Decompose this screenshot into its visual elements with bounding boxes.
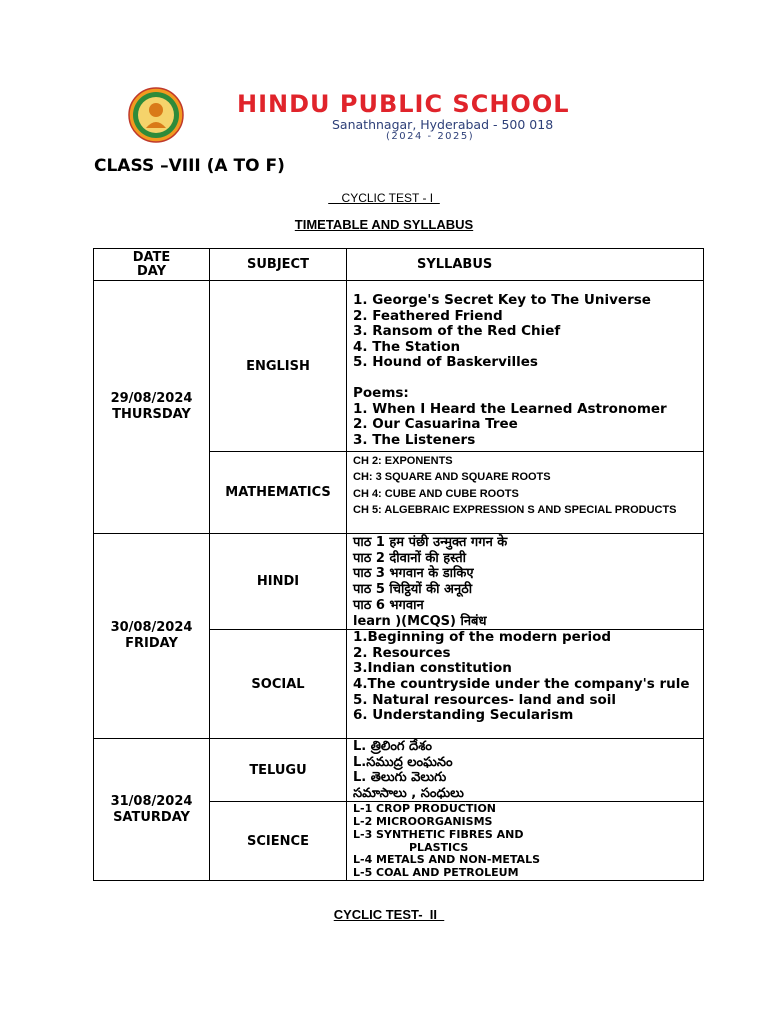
subject-mathematics: MATHEMATICS	[210, 452, 347, 534]
date-cell	[94, 534, 210, 739]
syllabus-line: CH 4: CUBE AND CUBE ROOTS	[353, 487, 519, 500]
timetable-title: TIMETABLE AND SYLLABUS	[294, 217, 474, 232]
poem-line: 3. The Listeners	[353, 431, 476, 448]
syllabus-line: पाठ 3 भगवान के डाकिए	[353, 566, 474, 582]
header-date-day	[94, 249, 210, 281]
subject-social: SOCIAL	[210, 630, 347, 739]
syllabus-telugu	[347, 739, 704, 802]
subject-science: SCIENCE	[210, 802, 347, 881]
syllabus-line: पाठ 5 चिट्ठियों की अनूठी	[353, 582, 473, 598]
test-title-text: CYCLIC TEST - I	[328, 191, 440, 205]
syllabus-line: पाठ 2 दीवानों की हस्ती	[353, 550, 466, 566]
date: 31/08/2024	[110, 793, 193, 809]
syllabus-line: L. త్రిలింగ దేశం	[353, 739, 432, 755]
subject-english: ENGLISH	[210, 281, 347, 452]
syllabus-english	[347, 281, 704, 452]
day: SATURDAY	[113, 809, 190, 825]
syllabus-social	[347, 630, 704, 739]
date: 30/08/2024	[110, 620, 193, 636]
test2-title-text: CYCLIC TEST- II	[333, 907, 445, 922]
syllabus-line: 5. Hound of Baskervilles	[353, 354, 538, 371]
syllabus-line: CH 5: ALGEBRAIC EXPRESSION S AND SPECIAL PRODUCTS	[353, 503, 677, 516]
school-name: HINDU PUBLIC SCHOOL	[237, 90, 570, 118]
syllabus-line: L-5 COAL AND PETROLEUM	[353, 866, 519, 880]
poem-line: 1. When I Heard the Learned Astronomer	[353, 400, 667, 417]
syllabus-hindi	[347, 534, 704, 630]
date-cell	[94, 739, 210, 881]
syllabus-line: L.సముద్ర లంఘనం	[353, 754, 453, 770]
school-logo	[114, 86, 198, 144]
table-row	[94, 739, 704, 802]
syllabus-line: 2. Feathered Friend	[353, 307, 503, 324]
syllabus-line: L-2 MICROORGANISMS	[353, 815, 493, 829]
subject-hindi: HINDI	[210, 534, 347, 630]
syllabus-line: సమాసాలు , సంధులు	[353, 785, 464, 801]
syllabus-science	[347, 802, 704, 881]
day: THURSDAY	[112, 407, 191, 422]
subject-telugu: TELUGU	[210, 739, 347, 802]
syllabus-line: CH: 3 SQUARE AND SQUARE ROOTS	[353, 471, 551, 484]
header-subject: SUBJECT	[210, 249, 347, 281]
school-address: Sanathnagar, Hyderabad - 500 018	[332, 117, 554, 132]
header-day: DAY	[136, 263, 167, 279]
syllabus-line: 1. George's Secret Key to The Universe	[353, 292, 651, 308]
table-row	[94, 534, 704, 630]
syllabus-mathematics	[347, 452, 704, 534]
test2-title	[0, 907, 768, 922]
syllabus-line: L-4 METALS AND NON-METALS	[353, 853, 541, 867]
table-header-row	[94, 249, 704, 281]
syllabus-line: 3.Indian constitution	[353, 660, 512, 677]
syllabus-line: पाठ 1 हम पंछी उन्मुक्त गगन के	[353, 535, 508, 550]
header-syllabus: SYLLABUS	[347, 249, 704, 281]
school-header	[94, 86, 664, 144]
syllabus-line: 4.The countryside under the company's rule	[353, 676, 690, 692]
spacer	[353, 371, 703, 386]
test-title	[0, 191, 768, 205]
syllabus-line: 5. Natural resources- land and soil	[353, 691, 617, 708]
syllabus-line: 4. The Station	[353, 338, 461, 355]
day: FRIDAY	[125, 636, 178, 652]
syllabus-line: L-1 CROP PRODUCTION	[353, 802, 497, 816]
header-date: DATE	[132, 249, 171, 265]
syllabus-line: L. తెలుగు వెలుగు	[353, 770, 447, 786]
syllabus-line: PLASTICS	[409, 840, 469, 854]
syllabus-line: 2. Resources	[353, 644, 451, 661]
poem-line: 2. Our Casuarina Tree	[353, 416, 518, 433]
syllabus-line: L-3 SYNTHETIC FIBRES AND	[353, 827, 524, 841]
date: 29/08/2024	[110, 391, 193, 406]
syllabus-line: 6. Understanding Secularism	[353, 707, 574, 724]
school-year: (2024 - 2025)	[386, 131, 475, 142]
syllabus-line: learn )(MCQS) निबंध	[353, 613, 487, 629]
syllabus-line: 3. Ransom of the Red Chief	[353, 323, 561, 340]
syllabus-line: पाठ 6 भगवान	[353, 597, 424, 613]
table-row	[94, 281, 704, 452]
syllabus-line: 1.Beginning of the modern period	[353, 629, 612, 646]
date-cell	[94, 281, 210, 534]
class-title: CLASS –VIII (A TO F)	[94, 156, 285, 176]
timetable	[93, 248, 704, 881]
syllabus-line: CH 2: EXPONENTS	[353, 455, 453, 467]
poems-heading: Poems:	[353, 384, 409, 401]
